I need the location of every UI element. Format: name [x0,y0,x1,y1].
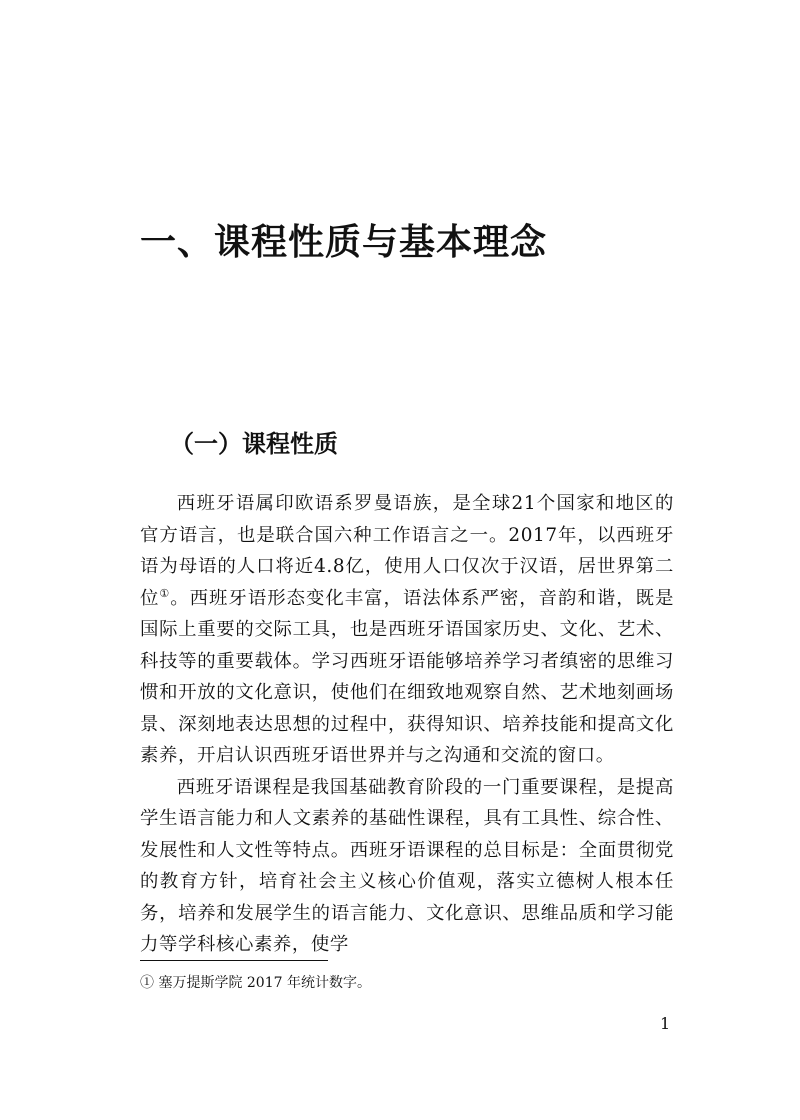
paragraph-text: 西班牙语属印欧语系罗曼语族，是全球21个国家和地区的官方语言，也是联合国六种工作语言之一。2017年，以西班牙语为母语的人口将近4.8亿，使用人口仅次于汉语，居世界第二位 [140,493,674,609]
section-title: （一）课程性质 [170,429,338,458]
footnote [140,973,371,993]
paragraph-text: 。西班牙语形态变化丰富，语法体系严密，音韵和谐，既是国际上重要的交际工具，也是西班牙语国家历史、文化、艺术、科技等的重要载体。学习西班牙语能够培养学习者缜密的思维习惯和开放的文化意识，使他们在细致地观察自然、艺术地刻画场景、深刻地表达思想的过程中，获得知识、培养技能和提高文化素养，开启认识西班牙语世界并与之沟通和交流的窗口。 [140,587,674,766]
footnote-marker: ① [140,975,154,991]
paragraph-text: 西班牙语课程是我国基础教育阶段的一门重要课程，是提高学生语言能力和人文素养的基础性课程，具有工具性、综合性、发展性和人文性等特点。西班牙语课程的总目标是：全面贯彻党的教育方针，培育社会主义核心价值观，落实立德树人根本任务，培养和发展学生的语言能力、文化意识、思维品质和学习能力等学科核心素养，使学 [140,776,674,955]
footnote-reference: ① [159,586,171,600]
paragraph [140,488,674,772]
paragraph [140,772,674,961]
chapter-title: 一、课程性质与基本理念 [140,221,548,263]
body-text [140,488,674,961]
page-number: 1 [660,1014,671,1033]
footnote-text: 塞万提斯学院 2017 年统计数字。 [154,975,371,991]
footnote-divider [140,960,328,961]
